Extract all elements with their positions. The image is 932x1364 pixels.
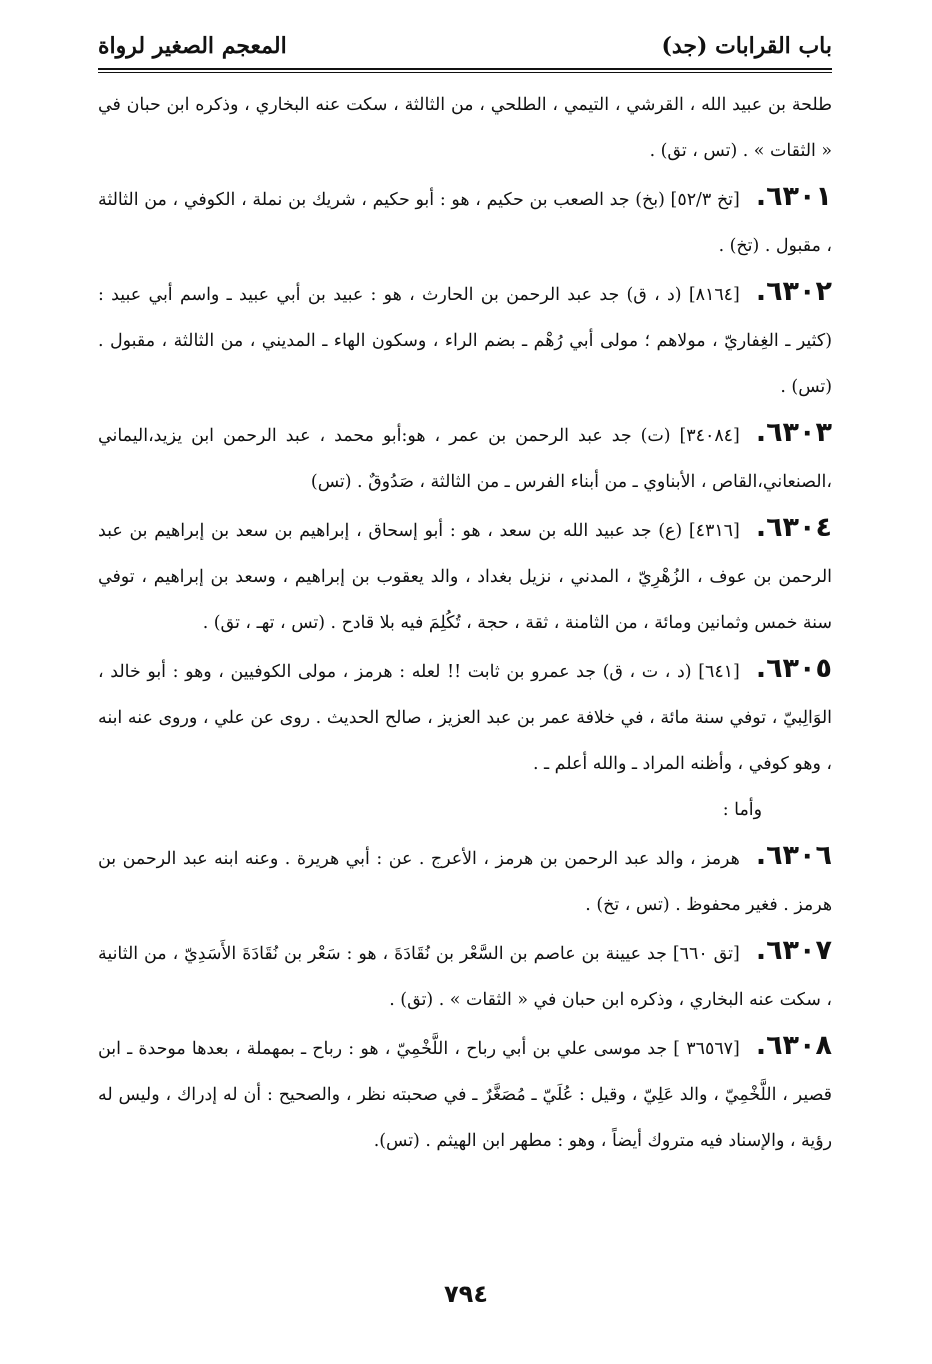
entry-number: ٦٣٠١.	[755, 181, 832, 212]
entry-number: ٦٣٠٥.	[755, 653, 832, 684]
entry-number: ٦٣٠٢.	[755, 276, 832, 307]
entry-6302	[98, 269, 832, 410]
header-rule	[98, 68, 832, 70]
entry-number: ٦٣٠٣.	[755, 417, 832, 448]
entry-text: [٨١٦٤] (د ، ق) جد عبد الرحمن بن الحارث ، هو : عبيد بن أبي عبيد ـ واسم أبي عبيد : (كثير ـ الغِفاريّ ، مولاهم ؛ مولى أبي رُهْم ـ بضم الراء ، وسكون الهاء ـ المديني ، من الثالثة ، مقبول . (تس) .	[98, 285, 832, 397]
entry-text: [٤٣١٦] (ع) جد عبيد الله بن سعد ، هو : أبو إسحاق ، إبراهيم بن سعد بن إبراهيم بن عبد الرحمن بن عوف ، الزُهْرِيّ ، المدني ، نزيل بغداد ، والد يعقوب بن إبراهيم ، وسعد بن إبراهيم ، توفي سنة خمس وثمانين ومائة ، من الثامنة ، ثقة ، حجة ، تُكُلِمَ فيه بلا قادح . (تس ، تهـ ، تق) .	[98, 521, 832, 633]
entry-6304	[98, 505, 832, 646]
chapter-title: باب القرابات (جد)	[661, 33, 832, 59]
entry-number: ٦٣٠٤.	[755, 512, 832, 543]
entry-6303	[98, 410, 832, 505]
entry-number: ٦٣٠٦.	[755, 840, 832, 871]
entry-6308	[98, 1023, 832, 1164]
entry-6307	[98, 928, 832, 1023]
page-number: ٧٩٤	[444, 1280, 488, 1308]
entry-6305	[98, 646, 832, 787]
entry-text: [٣٦٥٦٧ ] جد موسى علي بن أبي رباح ، اللَّخْمِيّ ، هو : رباح ـ بمهملة ، بعدها موحدة ـ ابن قصير ، اللَّخْمِيّ ، والد عَلِيّ ، وقيل : عُلَيّ ـ مُصَغَّرٌ ـ في صحبته نظر ، والصحيح : أن له إدراك ، وليس له رؤية ، والإسناد فيه متروك أيضاً ، وهو : مطهر ابن الهيثم . (تس).	[98, 1039, 832, 1151]
entry-6306	[98, 833, 832, 928]
transition-text: وأما :	[722, 800, 762, 820]
intro-paragraph: طلحة بن عبيد الله ، القرشي ، التيمي ، الطلحي ، من الثالثة ، سكت عنه البخاري ، وذكره ابن حبان في « الثقات » . (تس ، تق) .	[98, 95, 832, 161]
entry-number: ٦٣٠٧.	[755, 935, 832, 966]
entry-text: هرمز ، والد عبد الرحمن بن هرمز ، الأعرج . عن : أبي هريرة . وعنه ابنه عبد الرحمن بن هرمز . فغير محفوظ . (تس ، تخ) .	[98, 849, 832, 915]
page-header	[98, 28, 832, 64]
entry-number: ٦٣٠٨.	[755, 1030, 832, 1061]
entry-text: [٣٤٠٨٤] (ت) جد عبد الرحمن بن عمر ، هو:أبو محمد ، عبد الرحمن ابن يزيد،اليماني ،الصنعاني،القاص ، الأبناوي ـ من أبناء الفرس ـ من الثالثة ، صَدُوقٌ . (تس)	[98, 426, 832, 492]
entry-6301	[98, 174, 832, 269]
entry-text: [٦٤١] (د ، ت ، ق) جد عمرو بن ثابت !! لعله : هرمز ، مولى الكوفيين ، وهو : أبو خالد ، الوَالِبيّ ، توفي سنة مائة ، في خلافة عمر بن عبد العزيز ، صالح الحديث . روى عن علي ، وروى عنه ابنه ، وهو كوفي ، وأظنه المراد ـ والله أعلم ـ .	[98, 662, 832, 774]
entry-text: [تق ٦٦٠] جد عيينة بن عاصم بن السَّعْر بن نُقَادَةَ ، هو : سَعْر بن نُقَادَةَ الأَسَدِيّ ، من الثانية ، سكت عنه البخاري ، وذكره ابن حبان في « الثقات » . (تق) .	[98, 944, 832, 1010]
entry-text: [تخ ٥٢/٣] (بخ) جد الصعب بن حكيم ، هو : أبو حكيم ، شريك بن نملة ، الكوفي ، من الثالثة ، مقبول . (تخ) .	[98, 190, 832, 256]
page-body	[98, 82, 832, 1164]
header-rule-thin	[98, 72, 832, 73]
book-title: المعجم الصغير لرواة	[98, 33, 287, 59]
